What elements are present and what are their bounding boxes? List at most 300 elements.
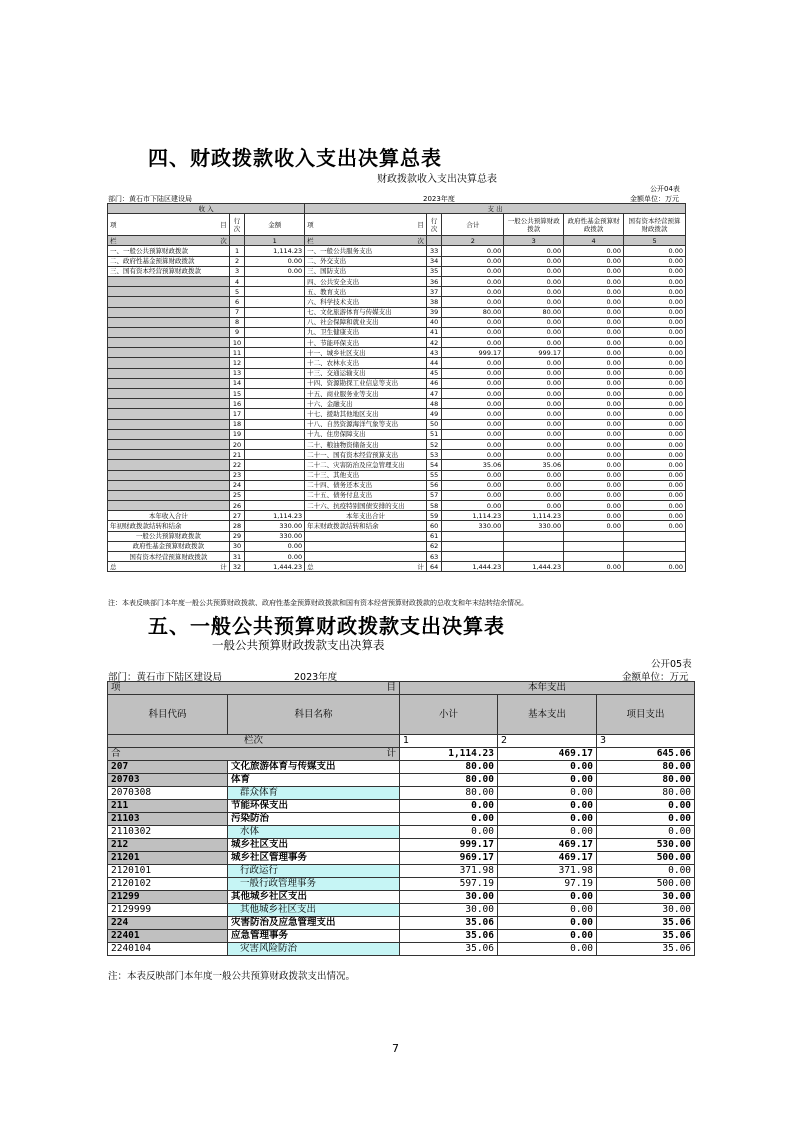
amount-cell: 35.06 [400, 930, 498, 943]
col-row-right: 行次 [426, 214, 441, 236]
expense-value: 0.00 [624, 419, 686, 429]
expense-row-no: 40 [426, 317, 441, 327]
subject-code: 2129999 [108, 904, 228, 917]
table-row [108, 389, 686, 399]
income-item [108, 439, 230, 449]
expense-row-no: 33 [426, 246, 441, 256]
colnum-2: 2 [498, 735, 597, 748]
expense-value: 0.00 [442, 378, 504, 388]
income-amount [245, 317, 305, 327]
amount-cell: 80.00 [597, 774, 695, 787]
carry-expense-value [504, 552, 564, 562]
table-row [108, 256, 686, 266]
table-row [108, 878, 695, 891]
expense-value: 35.06 [442, 460, 504, 470]
expense-value: 0.00 [624, 389, 686, 399]
amount-cell: 0.00 [597, 813, 695, 826]
income-row-no: 12 [229, 358, 244, 368]
amount-cell: 0.00 [498, 813, 597, 826]
expense-value: 0.00 [442, 501, 504, 511]
amount-cell: 35.06 [400, 943, 498, 956]
head-item: 项 目 [108, 682, 400, 695]
expense-item: 二十三、其他支出 [305, 470, 427, 480]
col-row-left: 行次 [229, 214, 244, 236]
income-amount [245, 439, 305, 449]
colnum-5: 5 [624, 236, 686, 246]
carry-expense-item: 年末财政拨款结转和结余 [305, 521, 427, 531]
subject-code: 2110302 [108, 826, 228, 839]
subject-name: 体育 [228, 774, 400, 787]
amount-cell: 0.00 [498, 826, 597, 839]
expense-value: 0.00 [564, 501, 624, 511]
section4-dept: 部门：黄石市下陆区建设局 [108, 195, 192, 203]
income-amount [245, 307, 305, 317]
amount-cell: 35.06 [597, 917, 695, 930]
income-item [108, 389, 230, 399]
income-item: 三、国有资本经营预算财政拨款 [108, 266, 230, 276]
expense-value: 0.00 [624, 338, 686, 348]
table-row [108, 419, 686, 429]
table-row [108, 800, 695, 813]
table-row [108, 368, 686, 378]
expense-value: 0.00 [504, 399, 564, 409]
expense-total-value: 1,114.23 [442, 511, 504, 521]
income-amount [245, 490, 305, 500]
table-row [108, 480, 686, 490]
grand-total-right-value: 0.00 [624, 562, 686, 572]
expense-item: 十四、资源勘探工业信息等支出 [305, 378, 427, 388]
expense-value: 0.00 [504, 276, 564, 286]
expense-value: 0.00 [504, 317, 564, 327]
expense-value: 0.00 [624, 480, 686, 490]
expense-value: 0.00 [624, 307, 686, 317]
subject-name: 节能环保支出 [228, 800, 400, 813]
grand-total-no: 32 [229, 562, 244, 572]
expense-value: 0.00 [624, 399, 686, 409]
expense-value: 0.00 [442, 439, 504, 449]
col-general: 一般公共预算财政拨款 [504, 214, 564, 236]
subject-code: 2120102 [108, 878, 228, 891]
grand-total-right-no: 64 [426, 562, 441, 572]
carry-expense-item [305, 541, 427, 551]
amount-cell: 80.00 [400, 774, 498, 787]
expense-value: 0.00 [564, 327, 624, 337]
expense-value: 0.00 [624, 266, 686, 276]
expense-value: 0.00 [504, 501, 564, 511]
subject-code: 20703 [108, 774, 228, 787]
expense-value: 0.00 [564, 246, 624, 256]
carry-expense-value: 0.00 [624, 521, 686, 531]
expense-value: 0.00 [504, 470, 564, 480]
amount-cell: 80.00 [597, 787, 695, 800]
subject-name: 水体 [228, 826, 400, 839]
income-amount: 0.00 [245, 256, 305, 266]
income-item [108, 348, 230, 358]
expense-total-no: 59 [426, 511, 441, 521]
expense-value: 999.17 [504, 348, 564, 358]
amount-cell: 35.06 [597, 943, 695, 956]
expense-value: 0.00 [624, 256, 686, 266]
carry-income-amount: 330.00 [245, 521, 305, 531]
income-total-label: 本年收入合计 [108, 511, 230, 521]
table-row [108, 439, 686, 449]
col-code: 科目代码 [108, 695, 228, 735]
amount-cell: 0.00 [597, 826, 695, 839]
income-row-no: 3 [229, 266, 244, 276]
table-row [108, 490, 686, 500]
expense-value: 0.00 [504, 358, 564, 368]
income-row-no: 5 [229, 287, 244, 297]
carry-expense-value [504, 541, 564, 551]
section4-form-no: 公开04表 [650, 185, 680, 193]
amount-cell: 0.00 [400, 826, 498, 839]
expense-total-label: 本年支出合计 [305, 511, 427, 521]
expense-value: 0.00 [564, 287, 624, 297]
income-row-no: 4 [229, 276, 244, 286]
carry-income-no: 28 [229, 521, 244, 531]
subject-name: 群众体育 [228, 787, 400, 800]
table-row [108, 409, 686, 419]
amount-cell: 30.00 [597, 891, 695, 904]
colnum-2: 2 [442, 236, 504, 246]
income-amount: 1,114.23 [245, 246, 305, 256]
table-row [108, 470, 686, 480]
expense-value: 0.00 [564, 399, 624, 409]
table-row [108, 787, 695, 800]
expense-row-no: 50 [426, 419, 441, 429]
carry-expense-no: 62 [426, 541, 441, 551]
table-row [108, 774, 695, 787]
expense-item: 一、一般公共服务支出 [305, 246, 427, 256]
income-amount [245, 338, 305, 348]
expense-value: 0.00 [564, 297, 624, 307]
table-row [108, 826, 695, 839]
expense-value: 0.00 [504, 338, 564, 348]
expense-value: 0.00 [442, 470, 504, 480]
carry-expense-value: 0.00 [564, 521, 624, 531]
expense-header: 支 出 [305, 204, 686, 214]
amount-cell: 0.00 [498, 943, 597, 956]
income-total: 1,114.23 [245, 511, 305, 521]
expense-item: 二十二、灾害防治及应急管理支出 [305, 460, 427, 470]
income-row-no: 19 [229, 429, 244, 439]
carry-income-item: 一般公共预算财政拨款 [108, 531, 230, 541]
expense-value: 0.00 [442, 480, 504, 490]
carry-expense-value [624, 552, 686, 562]
expense-value: 0.00 [504, 450, 564, 460]
col-item-left: 项 目 [108, 214, 230, 236]
subject-name: 文化旅游体育与传媒支出 [228, 761, 400, 774]
expense-value: 0.00 [564, 460, 624, 470]
income-row-no: 18 [229, 419, 244, 429]
income-row-no: 7 [229, 307, 244, 317]
carry-expense-no: 60 [426, 521, 441, 531]
income-item [108, 419, 230, 429]
income-item [108, 307, 230, 317]
expense-value: 0.00 [504, 266, 564, 276]
col-amount: 金额 [245, 214, 305, 236]
expense-item: 十六、金融支出 [305, 399, 427, 409]
expense-value: 0.00 [564, 439, 624, 449]
expense-row-no: 53 [426, 450, 441, 460]
subject-name: 灾害防治及应急管理支出 [228, 917, 400, 930]
expense-row-no: 54 [426, 460, 441, 470]
income-item [108, 297, 230, 307]
income-item [108, 276, 230, 286]
income-row-no: 17 [229, 409, 244, 419]
carry-income-item: 政府性基金预算财政拨款 [108, 541, 230, 551]
subject-code: 22401 [108, 930, 228, 943]
expense-item: 十八、自然资源海洋气象等支出 [305, 419, 427, 429]
subject-name: 灾害风险防治 [228, 943, 400, 956]
amount-cell: 0.00 [597, 865, 695, 878]
expense-item: 二十四、债务还本支出 [305, 480, 427, 490]
subject-name: 一般行政管理事务 [228, 878, 400, 891]
income-amount [245, 389, 305, 399]
expense-value: 0.00 [624, 450, 686, 460]
income-amount: 0.00 [245, 266, 305, 276]
income-row-no: 2 [229, 256, 244, 266]
expense-value: 0.00 [504, 297, 564, 307]
section5-unit: 金额单位：万元 [622, 672, 689, 683]
carry-row [108, 552, 686, 562]
subject-code: 21103 [108, 813, 228, 826]
col-project: 项目支出 [597, 695, 695, 735]
table-row [108, 813, 695, 826]
income-item [108, 501, 230, 511]
expense-row-no: 45 [426, 368, 441, 378]
section5-form-no: 公开05表 [651, 659, 692, 670]
expense-value: 0.00 [624, 297, 686, 307]
carry-expense-no: 61 [426, 531, 441, 541]
general-budget-expense-table [107, 681, 695, 956]
expense-item: 十七、援助其他地区支出 [305, 409, 427, 419]
expense-value: 0.00 [442, 276, 504, 286]
amount-cell: 0.00 [400, 800, 498, 813]
carry-expense-value: 330.00 [504, 521, 564, 531]
expense-item: 二十五、债务付息支出 [305, 490, 427, 500]
income-amount [245, 429, 305, 439]
carry-expense-value: 330.00 [442, 521, 504, 531]
expense-value: 0.00 [624, 327, 686, 337]
totals-row [108, 511, 686, 521]
expense-row-no: 38 [426, 297, 441, 307]
lanci-left: 栏 次 [108, 236, 230, 246]
amount-cell: 0.00 [498, 800, 597, 813]
expense-value: 0.00 [624, 348, 686, 358]
amount-cell: 30.00 [597, 904, 695, 917]
expense-row-no: 41 [426, 327, 441, 337]
expense-value: 0.00 [624, 246, 686, 256]
expense-value: 0.00 [564, 419, 624, 429]
income-row-no: 20 [229, 439, 244, 449]
expense-total-value: 0.00 [564, 511, 624, 521]
expense-value: 0.00 [504, 439, 564, 449]
amount-cell: 97.19 [498, 878, 597, 891]
amount-cell: 469.17 [498, 852, 597, 865]
expense-value: 0.00 [442, 429, 504, 439]
carry-income-item: 国有资本经营预算财政拨款 [108, 552, 230, 562]
subject-name: 应急管理事务 [228, 930, 400, 943]
expense-value: 0.00 [624, 378, 686, 388]
expense-value: 0.00 [564, 307, 624, 317]
income-row-no: 6 [229, 297, 244, 307]
subject-code: 2120101 [108, 865, 228, 878]
table-row [108, 246, 686, 256]
subject-code: 211 [108, 800, 228, 813]
col-total: 合计 [442, 214, 504, 236]
income-amount [245, 501, 305, 511]
income-amount [245, 399, 305, 409]
table-row [108, 358, 686, 368]
income-row-no: 10 [229, 338, 244, 348]
expense-value: 0.00 [504, 419, 564, 429]
table-row [108, 348, 686, 358]
table-row [108, 338, 686, 348]
col-subtotal: 小计 [400, 695, 498, 735]
income-row-no: 21 [229, 450, 244, 460]
expense-total-value: 0.00 [624, 511, 686, 521]
total-subtotal: 1,114.23 [400, 748, 498, 761]
expense-value: 0.00 [564, 480, 624, 490]
income-item [108, 317, 230, 327]
expense-row-no: 44 [426, 358, 441, 368]
expense-value: 0.00 [564, 256, 624, 266]
table-row [108, 317, 686, 327]
expense-value: 0.00 [564, 266, 624, 276]
expense-value: 0.00 [504, 480, 564, 490]
expense-value: 0.00 [624, 276, 686, 286]
carry-expense-value [624, 531, 686, 541]
income-amount [245, 348, 305, 358]
income-item [108, 460, 230, 470]
subject-name: 行政运行 [228, 865, 400, 878]
amount-cell: 597.19 [400, 878, 498, 891]
expense-row-no: 57 [426, 490, 441, 500]
expense-row-no: 49 [426, 409, 441, 419]
income-total-no: 27 [229, 511, 244, 521]
section4-title: 四、财政拨款收入支出决算总表 [148, 146, 442, 170]
table-row [108, 904, 695, 917]
subject-code: 207 [108, 761, 228, 774]
expense-row-no: 56 [426, 480, 441, 490]
expense-row-no: 43 [426, 348, 441, 358]
col-gov: 政府性基金预算财政拨款 [564, 214, 624, 236]
subject-code: 2070308 [108, 787, 228, 800]
carry-expense-value [564, 541, 624, 551]
income-amount [245, 297, 305, 307]
expense-item: 二十六、抗疫特别国债安排的支出 [305, 501, 427, 511]
expense-value: 0.00 [504, 287, 564, 297]
amount-cell: 0.00 [498, 930, 597, 943]
expense-item: 十九、住房保障支出 [305, 429, 427, 439]
col-state: 国有资本经营预算财政拨款 [624, 214, 686, 236]
grand-total-right-label: 总 计 [305, 562, 427, 572]
expense-value: 0.00 [504, 246, 564, 256]
amount-cell: 0.00 [498, 891, 597, 904]
expense-row-no: 52 [426, 439, 441, 449]
expense-value: 0.00 [624, 501, 686, 511]
expense-row-no: 48 [426, 399, 441, 409]
colnum-4: 4 [564, 236, 624, 246]
expense-item: 十三、交通运输支出 [305, 368, 427, 378]
expense-value: 0.00 [624, 287, 686, 297]
expense-value: 0.00 [442, 256, 504, 266]
expense-value: 0.00 [624, 358, 686, 368]
expense-value: 0.00 [564, 358, 624, 368]
income-item [108, 368, 230, 378]
carry-expense-item [305, 552, 427, 562]
income-row-no: 15 [229, 389, 244, 399]
grand-total-left-label: 总 计 [108, 562, 230, 572]
expense-item: 十五、商业服务业等支出 [305, 389, 427, 399]
subject-code: 21299 [108, 891, 228, 904]
expense-value: 0.00 [564, 276, 624, 286]
carry-income-amount: 0.00 [245, 552, 305, 562]
expense-value: 0.00 [442, 327, 504, 337]
table-row [108, 266, 686, 276]
amount-cell: 80.00 [400, 761, 498, 774]
expense-item: 六、科学技术支出 [305, 297, 427, 307]
carry-income-no: 30 [229, 541, 244, 551]
amount-cell: 0.00 [498, 917, 597, 930]
income-item [108, 490, 230, 500]
amount-cell: 969.17 [400, 852, 498, 865]
expense-value: 0.00 [564, 348, 624, 358]
expense-value: 0.00 [624, 317, 686, 327]
income-row-no: 13 [229, 368, 244, 378]
expense-value: 0.00 [504, 490, 564, 500]
expense-value: 0.00 [564, 317, 624, 327]
expense-row-no: 35 [426, 266, 441, 276]
expense-value: 0.00 [442, 246, 504, 256]
expense-value: 0.00 [442, 490, 504, 500]
income-item [108, 399, 230, 409]
amount-cell: 371.98 [400, 865, 498, 878]
table-row [108, 450, 686, 460]
expense-item: 十二、农林水支出 [305, 358, 427, 368]
carry-row [108, 541, 686, 551]
carry-expense-value [564, 531, 624, 541]
expense-item: 九、卫生健康支出 [305, 327, 427, 337]
income-amount [245, 419, 305, 429]
expense-value: 0.00 [442, 287, 504, 297]
expense-value: 0.00 [442, 409, 504, 419]
expense-value: 0.00 [442, 419, 504, 429]
amount-cell: 35.06 [597, 930, 695, 943]
carry-expense-item [305, 531, 427, 541]
table-row [108, 378, 686, 388]
colnum-3: 3 [597, 735, 695, 748]
carry-expense-value [442, 541, 504, 551]
subject-name: 城乡社区支出 [228, 839, 400, 852]
section5-dept: 部门：黄石市下陆区建设局 [108, 672, 223, 683]
carry-income-no: 29 [229, 531, 244, 541]
amount-cell: 80.00 [400, 787, 498, 800]
income-item [108, 470, 230, 480]
subject-code: 212 [108, 839, 228, 852]
expense-value: 80.00 [442, 307, 504, 317]
expense-item: 二十、粮油物资储备支出 [305, 439, 427, 449]
lanci-right: 栏 次 [305, 236, 427, 246]
expense-value: 0.00 [504, 368, 564, 378]
subject-code: 224 [108, 917, 228, 930]
amount-cell: 30.00 [400, 904, 498, 917]
income-amount [245, 276, 305, 286]
colnum-1: 1 [245, 236, 305, 246]
carry-row [108, 531, 686, 541]
subject-name: 其他城乡社区支出 [228, 891, 400, 904]
